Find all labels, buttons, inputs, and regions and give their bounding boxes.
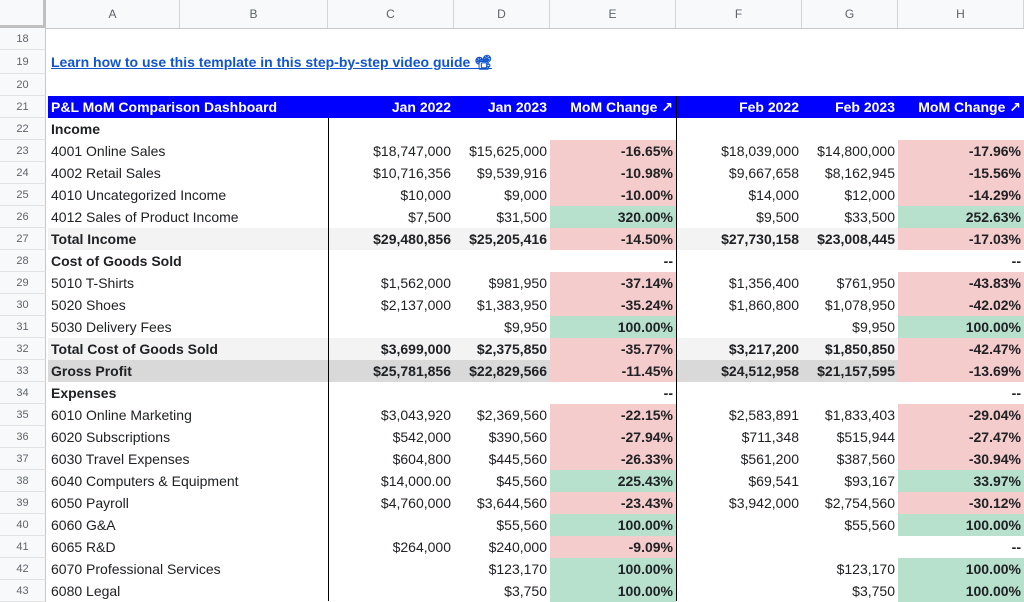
row-number[interactable]: 41 <box>0 536 46 558</box>
table-row <box>0 250 1024 272</box>
dashboard-title[interactable]: P&L MoM Comparison Dashboard <box>48 96 328 118</box>
mom-change-jan[interactable]: -10.00% <box>550 184 676 206</box>
table-row <box>0 404 1024 426</box>
row-label[interactable]: 6050 Payroll <box>51 495 129 511</box>
mom-change-feb[interactable]: -30.12% <box>898 492 1024 514</box>
feb-2023-value[interactable] <box>802 536 898 558</box>
table-row <box>0 338 1024 360</box>
feb-2022-value[interactable]: $24,512,958 <box>676 360 802 382</box>
feb-2022-value[interactable]: $561,200 <box>740 451 799 467</box>
mom-change-feb[interactable]: -42.47% <box>898 338 1024 360</box>
jan-2023-value[interactable]: $3,750 <box>504 583 547 599</box>
feb-2023-value[interactable]: $9,950 <box>852 319 895 335</box>
row-label[interactable]: 4010 Uncategorized Income <box>51 187 227 203</box>
mom-change-jan[interactable]: 100.00% <box>550 514 676 536</box>
feb-2022-value[interactable]: $14,000 <box>748 187 799 203</box>
row-number[interactable]: 27 <box>0 228 46 250</box>
row-number[interactable]: 20 <box>0 74 46 96</box>
mom-change-jan[interactable]: -23.43% <box>550 492 676 514</box>
jan-2023-value[interactable]: $22,829,566 <box>454 360 550 382</box>
jan-2022-value[interactable]: $3,043,920 <box>380 407 451 423</box>
jan-2023-value[interactable]: $240,000 <box>488 539 547 555</box>
mom-change-jan[interactable]: -22.15% <box>550 404 676 426</box>
row-number[interactable]: 18 <box>0 28 46 50</box>
section-divider <box>676 96 677 601</box>
table-row <box>0 448 1024 470</box>
column-header-b[interactable]: B <box>180 0 328 28</box>
row-label[interactable]: 6040 Computers & Equipment <box>51 473 239 489</box>
feb-2023-value[interactable]: $14,800,000 <box>817 143 895 159</box>
row-label[interactable]: 6030 Travel Expenses <box>51 451 190 467</box>
dashboard-header-row <box>0 96 1024 118</box>
mom-change-feb[interactable]: 252.63% <box>898 206 1024 228</box>
column-header-f[interactable]: F <box>676 0 802 28</box>
jan-2023-value[interactable]: $445,560 <box>488 451 547 467</box>
jan-2022-value[interactable]: $29,480,856 <box>328 228 454 250</box>
row-label[interactable]: Income <box>51 121 101 137</box>
jan-2023-value[interactable] <box>454 250 550 272</box>
header-mom-change-feb[interactable]: MoM Change ↗ <box>898 96 1024 118</box>
jan-2023-value[interactable]: $390,560 <box>488 429 547 445</box>
mom-change-jan[interactable]: 320.00% <box>550 206 676 228</box>
table-row <box>0 558 1024 580</box>
column-header-a[interactable]: A <box>46 0 180 28</box>
jan-2022-value[interactable]: $264,000 <box>392 539 451 555</box>
mom-change-jan[interactable]: 100.00% <box>550 316 676 338</box>
jan-2022-value[interactable]: $7,500 <box>408 209 451 225</box>
column-header-c[interactable]: C <box>328 0 454 28</box>
jan-2022-value[interactable]: $1,562,000 <box>380 275 451 291</box>
feb-2022-value[interactable]: $1,860,800 <box>728 297 799 313</box>
feb-2023-value[interactable]: $1,078,950 <box>824 297 895 313</box>
table-row <box>0 228 1024 250</box>
mom-change-jan[interactable]: -14.50% <box>550 228 676 250</box>
jan-2023-value[interactable]: $1,383,950 <box>476 297 547 313</box>
mom-change-feb[interactable]: -- <box>1011 539 1021 555</box>
header-jan-2023[interactable]: Jan 2023 <box>454 96 550 118</box>
jan-2023-value[interactable]: $55,560 <box>496 517 547 533</box>
column-header-g[interactable]: G <box>802 0 898 28</box>
mom-change-jan[interactable]: 225.43% <box>550 470 676 492</box>
jan-2022-value[interactable]: $3,699,000 <box>328 338 454 360</box>
jan-2023-value[interactable]: $981,950 <box>488 275 547 291</box>
column-header-h[interactable]: H <box>898 0 1024 28</box>
jan-2022-value[interactable]: $604,800 <box>392 451 451 467</box>
feb-2023-value[interactable]: $761,950 <box>836 275 895 291</box>
mom-change-jan[interactable]: -- <box>663 385 673 401</box>
jan-2022-value[interactable]: $25,781,856 <box>328 360 454 382</box>
feb-2022-value[interactable]: $18,039,000 <box>721 143 799 159</box>
mom-change-jan[interactable]: -16.65% <box>550 140 676 162</box>
row-number[interactable]: 30 <box>0 294 46 316</box>
mom-change-jan[interactable]: -- <box>663 253 673 269</box>
row-number[interactable]: 33 <box>0 360 46 382</box>
row-label[interactable]: Total Income <box>48 228 328 250</box>
mom-change-jan[interactable]: 100.00% <box>550 558 676 580</box>
mom-change-feb[interactable] <box>898 118 1024 140</box>
table-row <box>0 382 1024 404</box>
row-number[interactable]: 39 <box>0 492 46 514</box>
feb-2022-value[interactable] <box>676 514 802 536</box>
feb-2023-value[interactable]: $3,750 <box>852 583 895 599</box>
feb-2023-value[interactable]: $1,833,403 <box>824 407 895 423</box>
feb-2022-value[interactable]: $1,356,400 <box>728 275 799 291</box>
feb-2022-value[interactable]: $27,730,158 <box>676 228 802 250</box>
jan-2022-value[interactable] <box>328 580 454 602</box>
row-label[interactable]: 5030 Delivery Fees <box>51 319 172 335</box>
jan-2022-value[interactable]: $542,000 <box>392 429 451 445</box>
row-label[interactable]: Cost of Goods Sold <box>51 253 182 269</box>
row-number[interactable]: 31 <box>0 316 46 338</box>
feb-2022-value[interactable]: $3,217,200 <box>676 338 802 360</box>
row-label[interactable]: 6060 G&A <box>51 517 116 533</box>
mom-change-feb[interactable]: -17.96% <box>898 140 1024 162</box>
feb-2023-value[interactable] <box>802 382 898 404</box>
jan-2022-value[interactable] <box>328 118 454 140</box>
mom-change-feb[interactable]: -15.56% <box>898 162 1024 184</box>
feb-2023-value[interactable]: $33,500 <box>844 209 895 225</box>
jan-2023-value[interactable] <box>454 118 550 140</box>
jan-2023-value[interactable]: $123,170 <box>488 561 547 577</box>
mom-change-feb[interactable]: 100.00% <box>898 316 1024 338</box>
jan-2023-value[interactable]: $45,560 <box>496 473 547 489</box>
sheet-row <box>0 74 1024 96</box>
feb-2022-value[interactable]: $3,942,000 <box>728 495 799 511</box>
jan-2023-value[interactable]: $15,625,000 <box>469 143 547 159</box>
row-number[interactable]: 40 <box>0 514 46 536</box>
jan-2022-value[interactable] <box>328 558 454 580</box>
feb-2023-value[interactable]: $8,162,945 <box>824 165 895 181</box>
jan-2022-value[interactable] <box>328 382 454 404</box>
feb-2022-value[interactable] <box>676 118 802 140</box>
row-label[interactable]: 6010 Online Marketing <box>51 407 192 423</box>
mom-change-feb[interactable]: -17.03% <box>898 228 1024 250</box>
video-guide-link[interactable]: Learn how to use this template in this step-by-step video guide 📽 <box>51 54 492 70</box>
table-row <box>0 492 1024 514</box>
mom-change-feb[interactable]: 33.97% <box>898 470 1024 492</box>
row-number[interactable]: 42 <box>0 558 46 580</box>
row-number[interactable]: 36 <box>0 426 46 448</box>
table-row <box>0 140 1024 162</box>
feb-2023-value[interactable]: $55,560 <box>844 517 895 533</box>
row-number[interactable]: 23 <box>0 140 46 162</box>
feb-2023-value[interactable]: $2,754,560 <box>824 495 895 511</box>
row-number[interactable]: 34 <box>0 382 46 404</box>
row-number[interactable]: 43 <box>0 580 46 602</box>
mom-change-jan[interactable]: -11.45% <box>550 360 676 382</box>
mom-change-feb[interactable]: -42.02% <box>898 294 1024 316</box>
header-jan-2022[interactable]: Jan 2022 <box>328 96 454 118</box>
mom-change-feb[interactable]: 100.00% <box>898 558 1024 580</box>
column-header-bar <box>0 0 1024 29</box>
mom-change-feb[interactable]: 100.00% <box>898 514 1024 536</box>
feb-2022-value[interactable] <box>676 558 802 580</box>
feb-2022-value[interactable] <box>676 536 802 558</box>
row-label[interactable]: 4001 Online Sales <box>51 143 166 159</box>
select-all-corner[interactable] <box>0 0 46 28</box>
jan-2023-value[interactable]: $9,950 <box>504 319 547 335</box>
feb-2022-value[interactable]: $69,541 <box>748 473 799 489</box>
jan-2023-value[interactable]: $2,375,850 <box>454 338 550 360</box>
mom-change-jan[interactable]: -10.98% <box>550 162 676 184</box>
jan-2022-value[interactable] <box>328 316 454 338</box>
feb-2022-value[interactable] <box>676 316 802 338</box>
row-label[interactable]: 4012 Sales of Product Income <box>51 209 239 225</box>
mom-change-jan[interactable]: -26.33% <box>550 448 676 470</box>
jan-2023-value[interactable]: $3,644,560 <box>476 495 547 511</box>
mom-change-feb[interactable]: -27.47% <box>898 426 1024 448</box>
row-number[interactable]: 38 <box>0 470 46 492</box>
feb-2022-value[interactable]: $2,583,891 <box>728 407 799 423</box>
table-row <box>0 580 1024 602</box>
row-number[interactable]: 32 <box>0 338 46 360</box>
row-number[interactable]: 37 <box>0 448 46 470</box>
jan-2022-value[interactable] <box>328 250 454 272</box>
feb-2023-value[interactable] <box>802 118 898 140</box>
row-number[interactable]: 35 <box>0 404 46 426</box>
feb-2022-value[interactable]: $9,667,658 <box>728 165 799 181</box>
mom-change-jan[interactable]: -37.14% <box>550 272 676 294</box>
feb-2023-value[interactable]: $1,850,850 <box>802 338 898 360</box>
mom-change-feb[interactable]: -29.04% <box>898 404 1024 426</box>
jan-2023-value[interactable]: $9,539,916 <box>476 165 547 181</box>
row-number[interactable]: 24 <box>0 162 46 184</box>
feb-2023-value[interactable]: $12,000 <box>844 187 895 203</box>
feb-2023-value[interactable]: $21,157,595 <box>802 360 898 382</box>
mom-change-feb[interactable]: -43.83% <box>898 272 1024 294</box>
row-number[interactable]: 29 <box>0 272 46 294</box>
jan-2022-value[interactable]: $2,137,000 <box>380 297 451 313</box>
row-number[interactable]: 26 <box>0 206 46 228</box>
feb-2022-value[interactable]: $711,348 <box>741 429 799 445</box>
sheet-row <box>0 28 1024 50</box>
feb-2022-value[interactable] <box>676 250 802 272</box>
feb-2023-value[interactable] <box>802 250 898 272</box>
row-number[interactable]: 22 <box>0 118 46 140</box>
guide-link-cell <box>48 50 495 74</box>
header-feb-2023[interactable]: Feb 2023 <box>802 96 898 118</box>
jan-2022-value[interactable]: $10,716,356 <box>373 165 451 181</box>
table-row <box>0 316 1024 338</box>
row-label[interactable]: 6080 Legal <box>51 583 121 599</box>
row-label[interactable]: 6070 Professional Services <box>51 561 221 577</box>
feb-2022-value[interactable]: $9,500 <box>756 209 799 225</box>
feb-2023-value[interactable]: $515,944 <box>836 429 895 445</box>
mom-change-jan[interactable]: -35.77% <box>550 338 676 360</box>
table-row <box>0 118 1024 140</box>
mom-change-feb[interactable]: -14.29% <box>898 184 1024 206</box>
mom-change-feb[interactable]: 100.00% <box>898 580 1024 602</box>
table-row <box>0 536 1024 558</box>
table-row <box>0 470 1024 492</box>
jan-2022-value[interactable] <box>328 514 454 536</box>
jan-2023-value[interactable]: $25,205,416 <box>454 228 550 250</box>
mom-change-jan[interactable]: 100.00% <box>550 580 676 602</box>
jan-2023-value[interactable]: $9,000 <box>504 187 547 203</box>
feb-2023-value[interactable]: $23,008,445 <box>802 228 898 250</box>
feb-2022-value[interactable] <box>676 382 802 404</box>
row-label[interactable]: 6065 R&D <box>51 539 116 555</box>
column-header-d[interactable]: D <box>454 0 550 28</box>
feb-2023-value[interactable]: $93,167 <box>844 473 895 489</box>
mom-change-jan[interactable]: -35.24% <box>550 294 676 316</box>
jan-2023-value[interactable] <box>454 382 550 404</box>
table-row <box>0 184 1024 206</box>
jan-2022-value[interactable]: $14,000.00 <box>380 473 451 489</box>
mom-change-feb[interactable]: -- <box>1011 253 1021 269</box>
mom-change-jan[interactable]: -27.94% <box>550 426 676 448</box>
table-row <box>0 206 1024 228</box>
table-row <box>0 514 1024 536</box>
row-label[interactable]: Gross Profit <box>48 360 328 382</box>
row-number[interactable]: 25 <box>0 184 46 206</box>
table-row <box>0 360 1024 382</box>
row-label[interactable]: 5010 T-Shirts <box>51 275 135 291</box>
row-number[interactable]: 21 <box>0 96 46 118</box>
table-row <box>0 162 1024 184</box>
row-number[interactable]: 28 <box>0 250 46 272</box>
row-label[interactable]: 5020 Shoes <box>51 297 126 313</box>
row-label[interactable]: 4002 Retail Sales <box>51 165 161 181</box>
jan-2022-value[interactable]: $4,760,000 <box>380 495 451 511</box>
feb-2022-value[interactable] <box>676 580 802 602</box>
sheet-row <box>0 50 1024 74</box>
feb-2023-value[interactable]: $123,170 <box>836 561 895 577</box>
jan-2023-value[interactable]: $2,369,560 <box>476 407 547 423</box>
mom-change-jan[interactable]: -9.09% <box>550 536 676 558</box>
mom-change-feb[interactable]: -- <box>1011 385 1021 401</box>
header-feb-2022[interactable]: Feb 2022 <box>676 96 802 118</box>
table-row <box>0 426 1024 448</box>
jan-2022-value[interactable]: $18,747,000 <box>373 143 451 159</box>
mom-change-feb[interactable]: -30.94% <box>898 448 1024 470</box>
table-row <box>0 272 1024 294</box>
row-label[interactable]: Total Cost of Goods Sold <box>48 338 328 360</box>
row-label[interactable]: 6020 Subscriptions <box>51 429 171 445</box>
header-mom-change-jan[interactable]: MoM Change ↗ <box>550 96 676 118</box>
jan-2023-value[interactable]: $31,500 <box>496 209 547 225</box>
row-label[interactable]: Expenses <box>51 385 117 401</box>
column-header-e[interactable]: E <box>550 0 676 28</box>
row-number[interactable]: 19 <box>0 50 46 74</box>
feb-2023-value[interactable]: $387,560 <box>836 451 895 467</box>
section-divider <box>328 118 329 601</box>
mom-change-jan[interactable] <box>550 118 676 140</box>
jan-2022-value[interactable]: $10,000 <box>400 187 451 203</box>
mom-change-feb[interactable]: -13.69% <box>898 360 1024 382</box>
table-row <box>0 294 1024 316</box>
